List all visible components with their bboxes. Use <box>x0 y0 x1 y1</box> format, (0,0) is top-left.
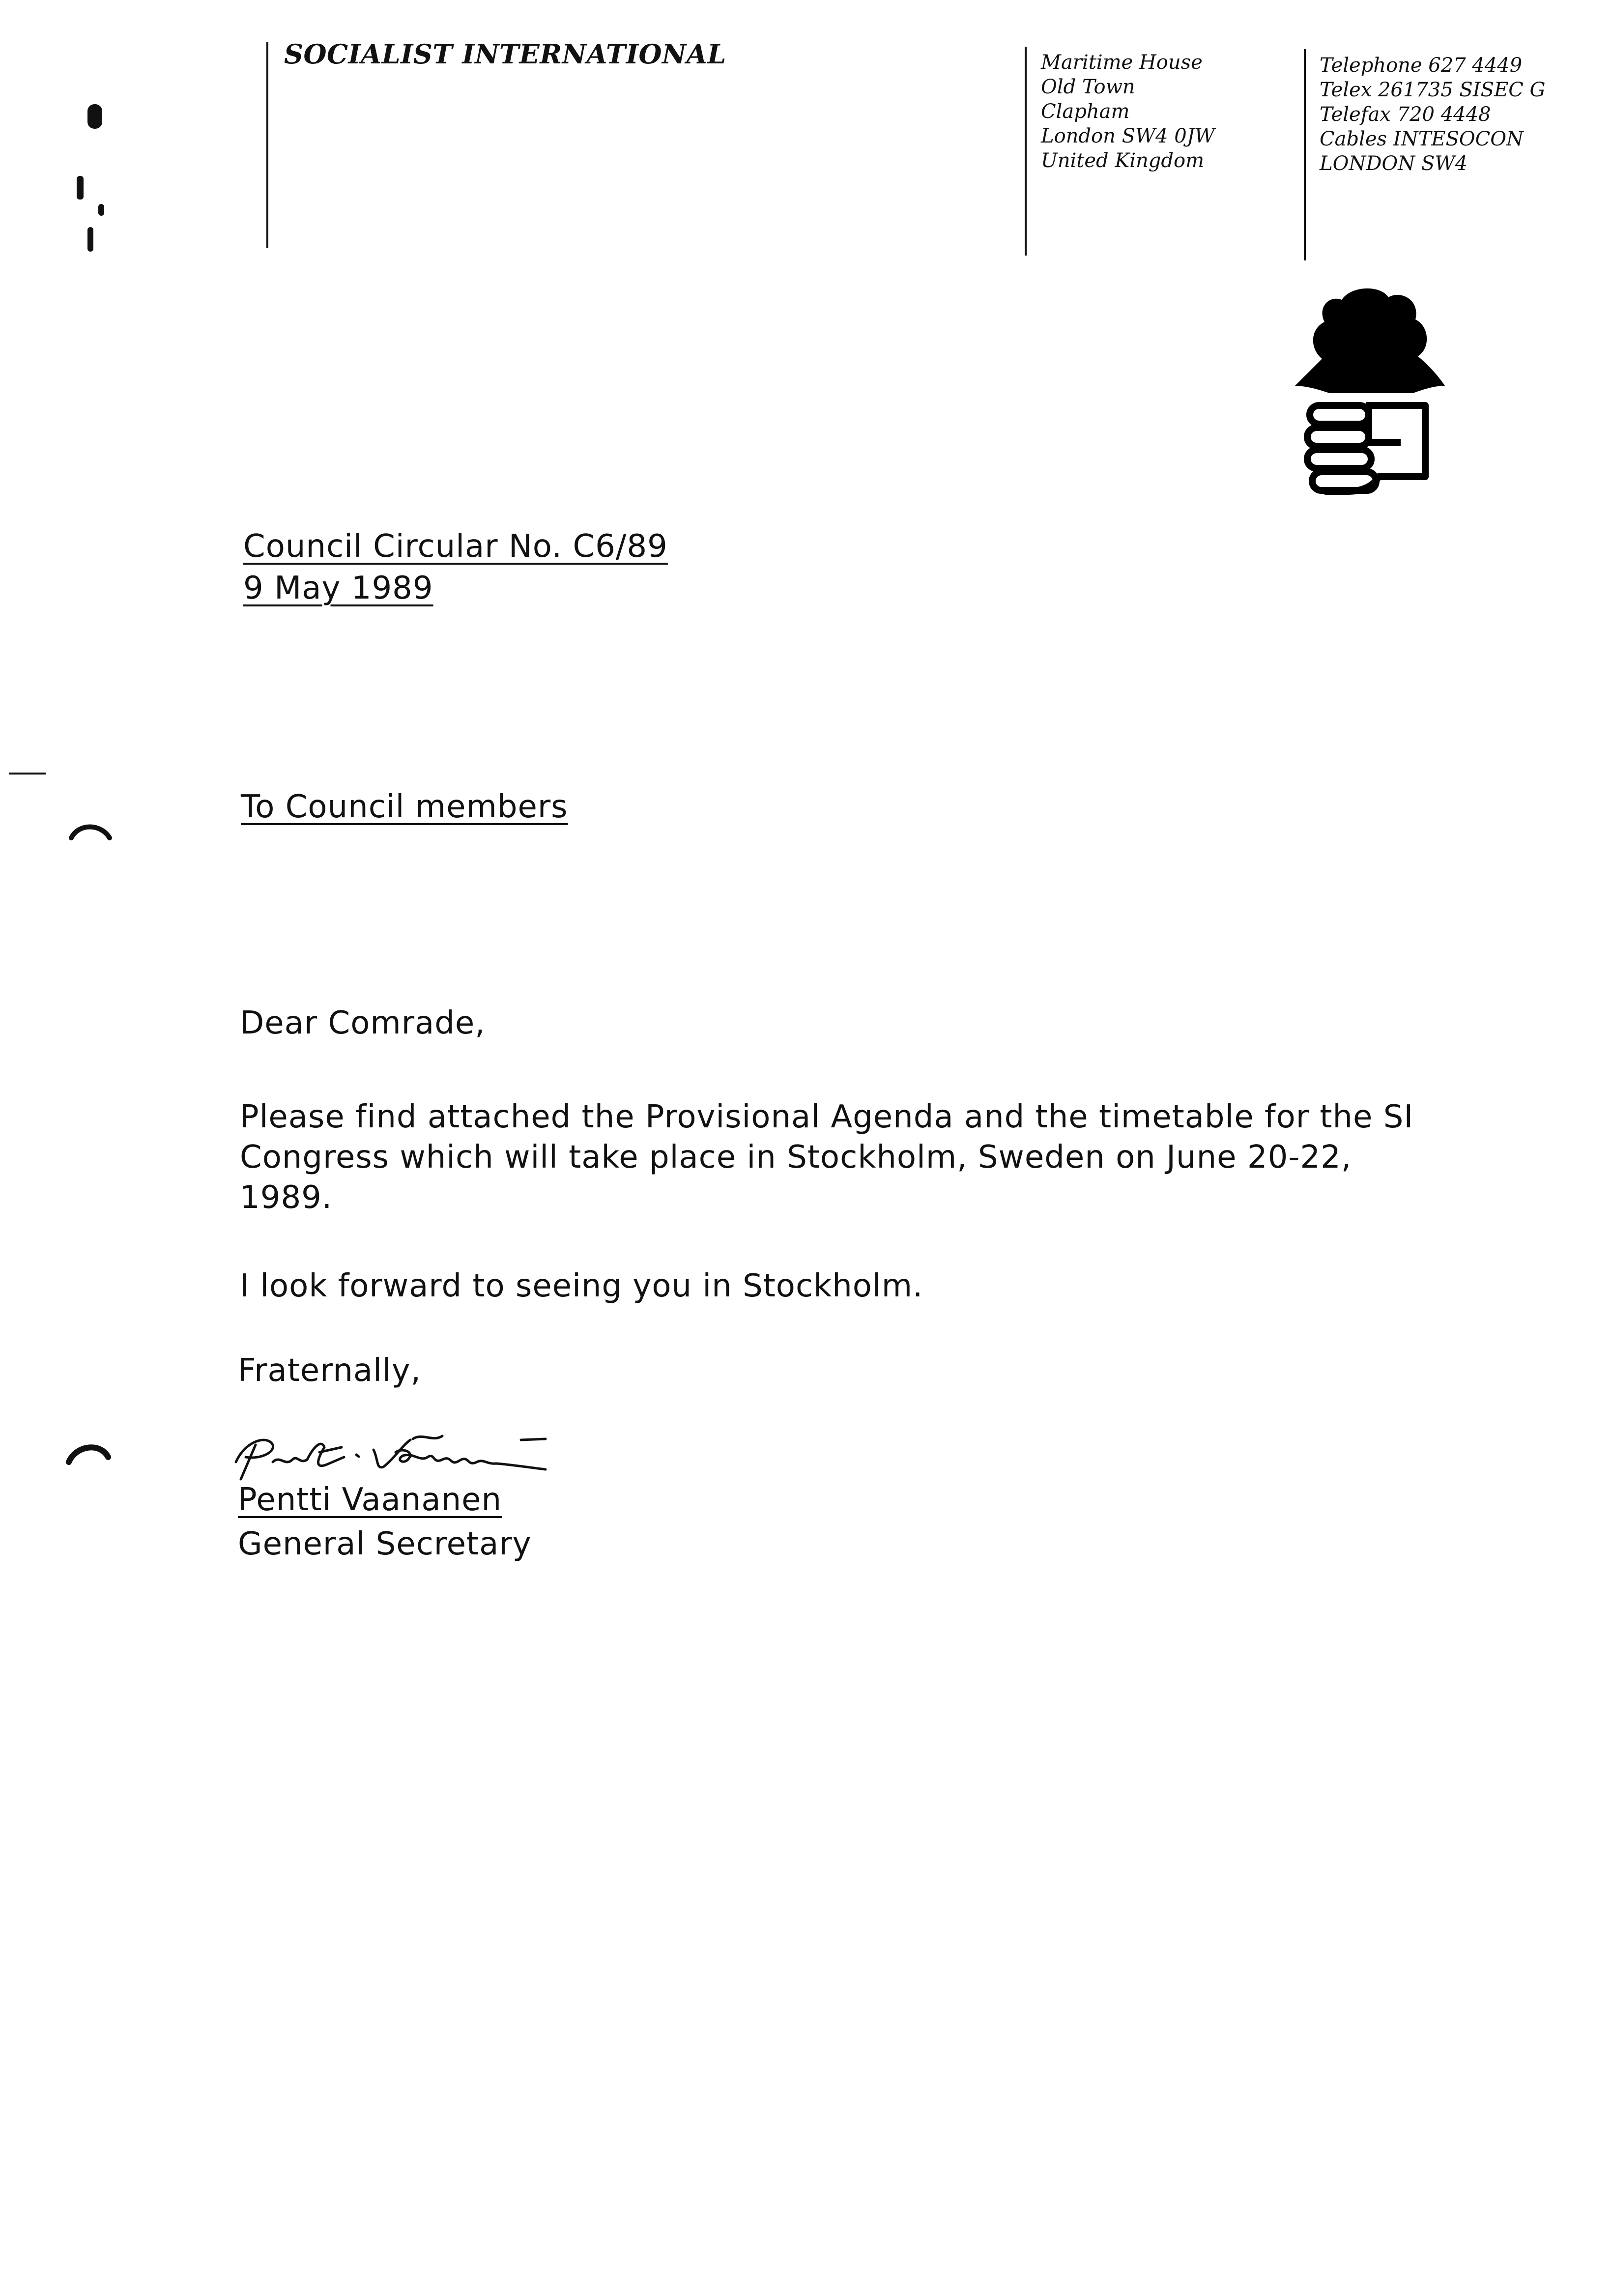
letterhead-divider-middle <box>1025 47 1027 256</box>
signer-name: Pentti Vaananen <box>238 1482 502 1518</box>
address-line: Maritime House <box>1041 51 1203 74</box>
body-paragraph <box>240 1097 1413 1218</box>
address-line: United Kingdom <box>1041 149 1204 172</box>
organization-name: SOCIALIST INTERNATIONAL <box>284 38 726 70</box>
body-line: Please find attached the Provisional Agenda and the timetable for the SI <box>240 1099 1414 1135</box>
contact-block <box>1320 53 1545 176</box>
contact-line: LONDON SW4 <box>1320 152 1468 175</box>
address-line: Clapham <box>1041 100 1130 123</box>
scan-mark <box>9 773 46 775</box>
contact-line: Cables INTESOCON <box>1320 128 1524 150</box>
handwritten-signature <box>226 1425 570 1484</box>
contact-line: Telefax 720 4448 <box>1320 103 1491 126</box>
body-line: Congress which will take place in Stockholm, Sweden on June 20-22, <box>240 1139 1352 1176</box>
letterhead-divider-left <box>266 42 268 248</box>
address-line: Old Town <box>1041 76 1135 98</box>
letterhead-divider-right <box>1304 49 1306 260</box>
body-paragraph-2: I look forward to seeing you in Stockholm. <box>240 1268 923 1304</box>
fist-rose-icon <box>1283 280 1450 496</box>
scan-mark <box>98 204 104 216</box>
circular-number: Council Circular No. C6/89 <box>243 528 668 565</box>
addressee: To Council members <box>241 789 568 825</box>
scan-mark <box>87 227 93 252</box>
punch-hole-mark <box>64 1435 113 1469</box>
punch-hole-mark <box>66 816 113 845</box>
body-line: 1989. <box>240 1179 333 1216</box>
address-line: London SW4 0JW <box>1041 125 1215 147</box>
salutation: Dear Comrade, <box>240 1005 486 1041</box>
contact-line: Telephone 627 4449 <box>1320 54 1523 77</box>
signer-title: General Secretary <box>238 1526 532 1562</box>
closing: Fraternally, <box>238 1352 421 1389</box>
scan-mark <box>87 104 102 129</box>
scan-mark <box>77 176 84 200</box>
contact-line: Telex 261735 SISEC G <box>1320 79 1546 101</box>
circular-date: 9 May 1989 <box>243 570 433 606</box>
address-block <box>1041 50 1215 173</box>
